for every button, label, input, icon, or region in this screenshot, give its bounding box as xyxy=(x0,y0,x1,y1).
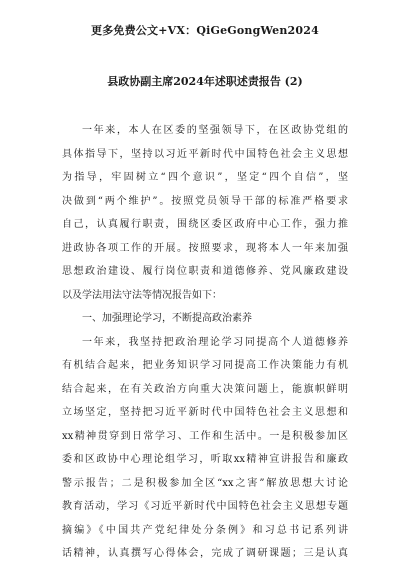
section-heading: 一、加强理论学习，不断提高政治素养 xyxy=(82,313,252,324)
body-line: 以及学法用法守法等情况报告如下： xyxy=(62,289,222,301)
body-line: 决做到“两个维护”。按照党员领导干部的标准严格要求 xyxy=(62,195,348,207)
body-line: 一年来，本人在区委的坚强领导下，在区政协党组的 xyxy=(82,125,348,136)
body-line: 进政协各项工作的开展。按照要求，现将本人一年来加强 xyxy=(62,242,348,254)
body-line: 一年来，我坚持把政治理论学习同提高个人道德修养 xyxy=(82,336,348,348)
body-line: 立场坚定，坚持把习近平新时代中国特色社会主义思想和 xyxy=(62,407,348,418)
body-line: 具体指导下，坚持以习近平新时代中国特色社会主义思想 xyxy=(62,148,348,160)
body-line: 话精神，认真撰写心得体会，完成了调研课题；三是认真 xyxy=(62,548,348,559)
body-line: xx精神贯穿到日常学习、工作和生活中。一是积极参加区 xyxy=(62,430,348,442)
body-line: 为指导，牢固树立“四个意识”，坚定“四个自信”，坚 xyxy=(62,172,348,183)
body-line: 结合起来，在有关政治方向重大决策问题上，能旗帜鲜明 xyxy=(62,383,348,395)
body-line: 思想政治建设、履行岗位职责和道德修养、党风廉政建设 xyxy=(62,266,348,277)
body-line: 教育活动，学习《习近平新时代中国特色社会主义思想专题 xyxy=(62,501,348,512)
body-line: 委和区政协中心理论组学习，听取xx精神宣讲报告和廉政 xyxy=(62,454,348,465)
body-line: 摘编》《中国共产党纪律处分条例》和习总书记系列讲 xyxy=(62,524,348,536)
document-body xyxy=(62,119,348,566)
body-line: 有机结合起来，把业务知识学习同提高工作决策能力有机 xyxy=(62,360,348,371)
document-title: 县政协副主席2024年述职述责报告 (2) xyxy=(107,75,303,88)
body-line: 自己，认真履行职责，围绕区委区政府中心工作，强力推 xyxy=(62,219,348,230)
promo-header: 更多免费公文+VX：QiGeGongWen2024 xyxy=(91,24,319,37)
body-line: 警示报告；二是积极参加全区“xx之害”解放思想大讨论 xyxy=(62,477,348,489)
